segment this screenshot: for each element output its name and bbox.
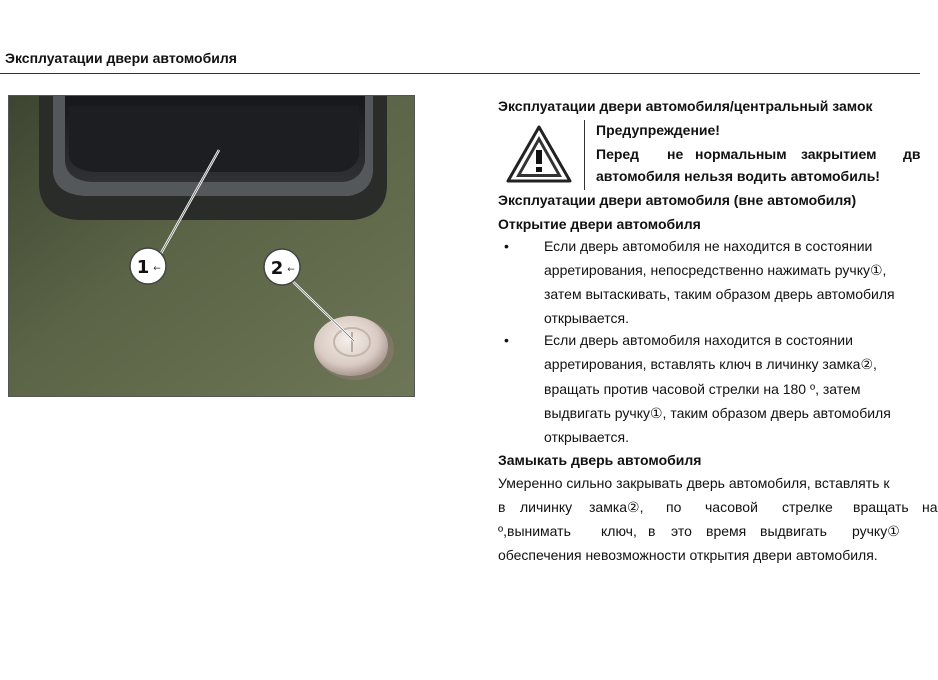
callout-2-arrow: ← <box>287 265 295 275</box>
bullet-1-line: Если дверь автомобиля не находится в состоянии <box>544 238 873 254</box>
warning-word: Перед <box>596 146 640 162</box>
page-title: Эксплуатации двери автомобиля <box>5 50 237 66</box>
section-heading: Эксплуатации двери автомобиля/центральный замок <box>498 98 873 114</box>
callout-2-label: 2 <box>270 258 284 279</box>
closing-word: º,вынимать <box>498 523 571 539</box>
bullet-2-line: Если дверь автомобиля находится в состоянии <box>544 332 853 348</box>
closing-word: в <box>648 523 656 539</box>
callout-1-marker <box>130 248 166 284</box>
closing-word: время <box>706 523 747 539</box>
outside-heading: Эксплуатации двери автомобиля (вне автомобиля) <box>498 192 857 208</box>
callout-1-arrow: ← <box>153 264 161 274</box>
opening-heading: Открытие двери автомобиля <box>498 216 701 232</box>
bullet-1-line: арретирования, непосредственно нажимать ручку①, <box>544 262 887 278</box>
warning-word: нормальным <box>695 146 787 162</box>
closing-heading: Замыкать дверь автомобиля <box>498 452 702 468</box>
closing-word: часовой <box>705 499 758 515</box>
door-handle-illustration <box>9 96 414 396</box>
closing-word: выдвигать <box>760 523 827 539</box>
closing-word: это <box>671 523 692 539</box>
callout-1-label: 1 <box>136 257 150 278</box>
callout-2-marker <box>264 249 300 285</box>
closing-word: вращать <box>853 499 909 515</box>
warning-triangle-icon <box>506 125 572 183</box>
warning-title: Предупреждение! <box>596 122 720 138</box>
bullet-1-line: затем вытаскивать, таким образом дверь автомобиля <box>544 286 895 302</box>
closing-word: ручку① <box>852 523 900 539</box>
warning-word: дв <box>903 146 921 162</box>
bullet-2-line: вращать против часовой стрелки на 180 º, затем <box>544 381 861 397</box>
warning-line-2: автомобиля нельзя водить автомобиль! <box>596 168 880 184</box>
bullet-2-line: выдвигать ручку①, таким образом дверь автомобиля <box>544 405 891 421</box>
instructions-column <box>498 95 938 575</box>
bullet-2-line: арретирования, вставлять ключ в личинку замка②, <box>544 356 877 372</box>
warning-word: закрытием <box>801 146 877 162</box>
closing-word: в <box>498 499 506 515</box>
closing-line-2 <box>498 499 938 517</box>
closing-word: стрелке <box>782 499 833 515</box>
bullet-marker: • <box>504 238 509 254</box>
closing-word: по <box>666 499 682 515</box>
closing-line-1: Умеренно сильно закрывать дверь автомобиля, вставлять к <box>498 475 890 491</box>
door-handle-photo <box>8 95 415 397</box>
bullet-marker: • <box>504 332 509 348</box>
warning-divider <box>584 120 585 190</box>
closing-word: ключ, <box>601 523 637 539</box>
closing-word: замка②, <box>589 499 644 515</box>
bullet-2-line: открывается. <box>544 429 629 445</box>
warning-line-1 <box>596 146 920 164</box>
warning-word: не <box>667 146 684 162</box>
bullet-1-line: открывается. <box>544 310 629 326</box>
closing-word: на <box>922 499 938 515</box>
closing-line-4: обеспечения невозможности открытия двери автомобиля. <box>498 547 878 563</box>
closing-line-3 <box>498 523 920 541</box>
page-header <box>0 44 920 74</box>
closing-word: личинку <box>520 499 573 515</box>
